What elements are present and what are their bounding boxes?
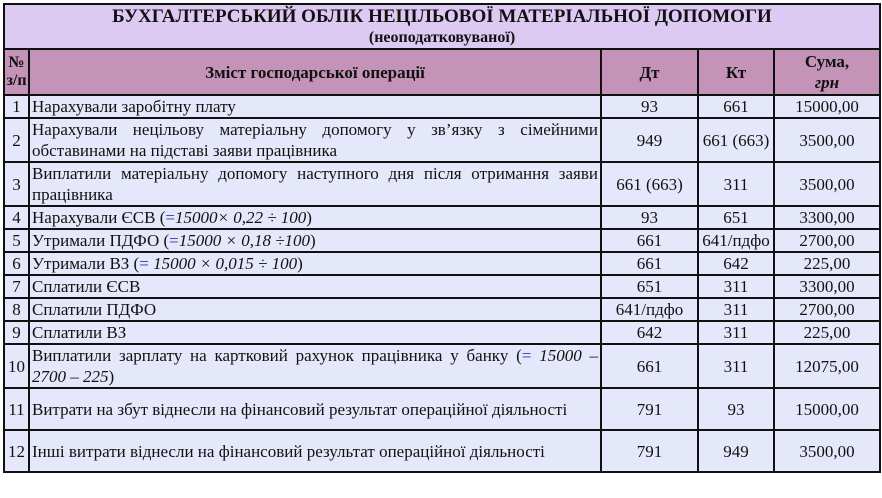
- table-title-cell: [4, 4, 880, 49]
- table-row: [4, 229, 880, 252]
- row-number: 7: [4, 275, 29, 298]
- credit-account: 661: [698, 95, 774, 118]
- credit-account: 311: [698, 298, 774, 321]
- operation-text: Сплатили ВЗ: [32, 323, 127, 342]
- amount: 15000,00: [774, 95, 880, 118]
- credit-account: 311: [698, 275, 774, 298]
- row-number: 11: [4, 388, 29, 430]
- operation-description: [29, 95, 601, 118]
- debit-account: 661: [601, 344, 698, 388]
- table-row: [4, 388, 880, 430]
- table-row: [4, 430, 880, 472]
- debit-account: 93: [601, 206, 698, 229]
- debit-account: 661: [601, 252, 698, 275]
- amount: 3300,00: [774, 275, 880, 298]
- row-number: 3: [4, 162, 29, 206]
- credit-account: 642: [698, 252, 774, 275]
- formula-close: ): [306, 208, 312, 227]
- operation-text: Утримали ВЗ (: [32, 254, 140, 273]
- row-number: 4: [4, 206, 29, 229]
- amount: 3500,00: [774, 118, 880, 162]
- header-sum-line1: Сума,: [804, 52, 850, 71]
- operation-text: Витрати на збут віднесли на фінансовий результат операційної діяльності: [32, 399, 568, 419]
- credit-account: 661 (663): [698, 118, 774, 162]
- table-row: [4, 344, 880, 388]
- debit-account: 791: [601, 430, 698, 472]
- operation-description: [29, 118, 601, 162]
- operation-text: Сплатили ЄСВ: [32, 277, 141, 296]
- debit-account: 661: [601, 229, 698, 252]
- operation-text: Виплатили матеріальну допомогу наступного дня після отримання заяви працівника: [32, 164, 598, 204]
- operation-description: [29, 162, 601, 206]
- debit-account: 661 (663): [601, 162, 698, 206]
- credit-account: 311: [698, 344, 774, 388]
- table-subtitle: (неоподатковуваної): [368, 29, 516, 46]
- row-number: 2: [4, 118, 29, 162]
- amount: 225,00: [774, 321, 880, 344]
- operation-description: [29, 206, 601, 229]
- operation-description: [29, 344, 601, 388]
- table-row: [4, 118, 880, 162]
- formula-close: ): [310, 231, 316, 250]
- debit-account: 791: [601, 388, 698, 430]
- formula: [139, 254, 297, 273]
- table-row: [4, 275, 880, 298]
- formula-equals: =: [521, 346, 532, 365]
- row-number: 6: [4, 252, 29, 275]
- operation-description: [29, 252, 601, 275]
- formula: [169, 231, 310, 250]
- formula: [165, 208, 306, 227]
- formula-expression: 15000 × 0,015 ÷ 100: [148, 254, 298, 273]
- operation-text: Виплатили зарплату на картковий рахунок працівника у банку (: [32, 346, 522, 365]
- operation-text: Нарахували заробітну плату: [32, 97, 236, 116]
- table-row: [4, 206, 880, 229]
- table-row: [4, 252, 880, 275]
- credit-account: 949: [698, 430, 774, 472]
- amount: 3500,00: [774, 162, 880, 206]
- header-number: [4, 49, 29, 95]
- table-row: [4, 298, 880, 321]
- header-row: [4, 49, 880, 95]
- amount: 2700,00: [774, 229, 880, 252]
- row-number: 5: [4, 229, 29, 252]
- header-number-line2: з/п: [6, 72, 27, 89]
- operation-text: Сплатили ПДФО: [32, 300, 157, 319]
- header-debit: Дт: [601, 49, 698, 95]
- credit-account: 93: [698, 388, 774, 430]
- header-sum-unit: грн: [814, 73, 840, 92]
- debit-account: 642: [601, 321, 698, 344]
- operation-description: [29, 321, 601, 344]
- formula-equals: =: [165, 208, 175, 227]
- accounting-table: [3, 3, 881, 473]
- amount: 225,00: [774, 252, 880, 275]
- row-number: 1: [4, 95, 29, 118]
- operation-text: Нарахували нецільову матеріальну допомогу у зв’язку з сімейними обставинами на підставі заяви працівника: [32, 120, 598, 160]
- header-sum: [774, 49, 880, 95]
- debit-account: 641/пдфо: [601, 298, 698, 321]
- debit-account: 93: [601, 95, 698, 118]
- operation-description: [29, 430, 601, 472]
- amount: 15000,00: [774, 388, 880, 430]
- credit-account: 311: [698, 321, 774, 344]
- credit-account: 641/пдфо: [698, 229, 774, 252]
- row-number: 12: [4, 430, 29, 472]
- operation-text: Нарахували ЄСВ (: [32, 208, 166, 227]
- table-row: [4, 162, 880, 206]
- amount: 2700,00: [774, 298, 880, 321]
- formula-equals: =: [139, 254, 149, 273]
- formula-expression: 15000× 0,22 ÷ 100: [174, 208, 307, 227]
- row-number: 9: [4, 321, 29, 344]
- header-number-line1: №: [8, 54, 25, 71]
- formula-close: ): [297, 254, 303, 273]
- header-content: Зміст господарської операції: [29, 49, 601, 95]
- row-number: 10: [4, 344, 29, 388]
- operation-description: [29, 229, 601, 252]
- credit-account: 311: [698, 162, 774, 206]
- header-credit: Кт: [698, 49, 774, 95]
- operation-text: Інші витрати віднесли на фінансовий результат операційної діяльності: [32, 441, 545, 461]
- row-number: 8: [4, 298, 29, 321]
- operation-description: [29, 275, 601, 298]
- amount: 3300,00: [774, 206, 880, 229]
- formula-close: ): [108, 367, 115, 386]
- amount: 12075,00: [774, 344, 880, 388]
- formula-expression: 15000 × 0,18 ÷100: [178, 231, 311, 250]
- formula-equals: =: [169, 231, 179, 250]
- debit-account: 651: [601, 275, 698, 298]
- table-title: БУХГАЛТЕРСЬКИЙ ОБЛІК НЕЦІЛЬОВОЇ МАТЕРІАЛЬНОЇ ДОПОМОГИ: [112, 6, 772, 27]
- table-row: [4, 321, 880, 344]
- amount: 3500,00: [774, 430, 880, 472]
- operation-description: [29, 388, 601, 430]
- table-row: [4, 95, 880, 118]
- operation-description: [29, 298, 601, 321]
- debit-account: 949: [601, 118, 698, 162]
- operation-text: Утримали ПДФО (: [32, 231, 170, 250]
- formula-expression: 15000 – 2700 – 225: [32, 346, 598, 386]
- credit-account: 651: [698, 206, 774, 229]
